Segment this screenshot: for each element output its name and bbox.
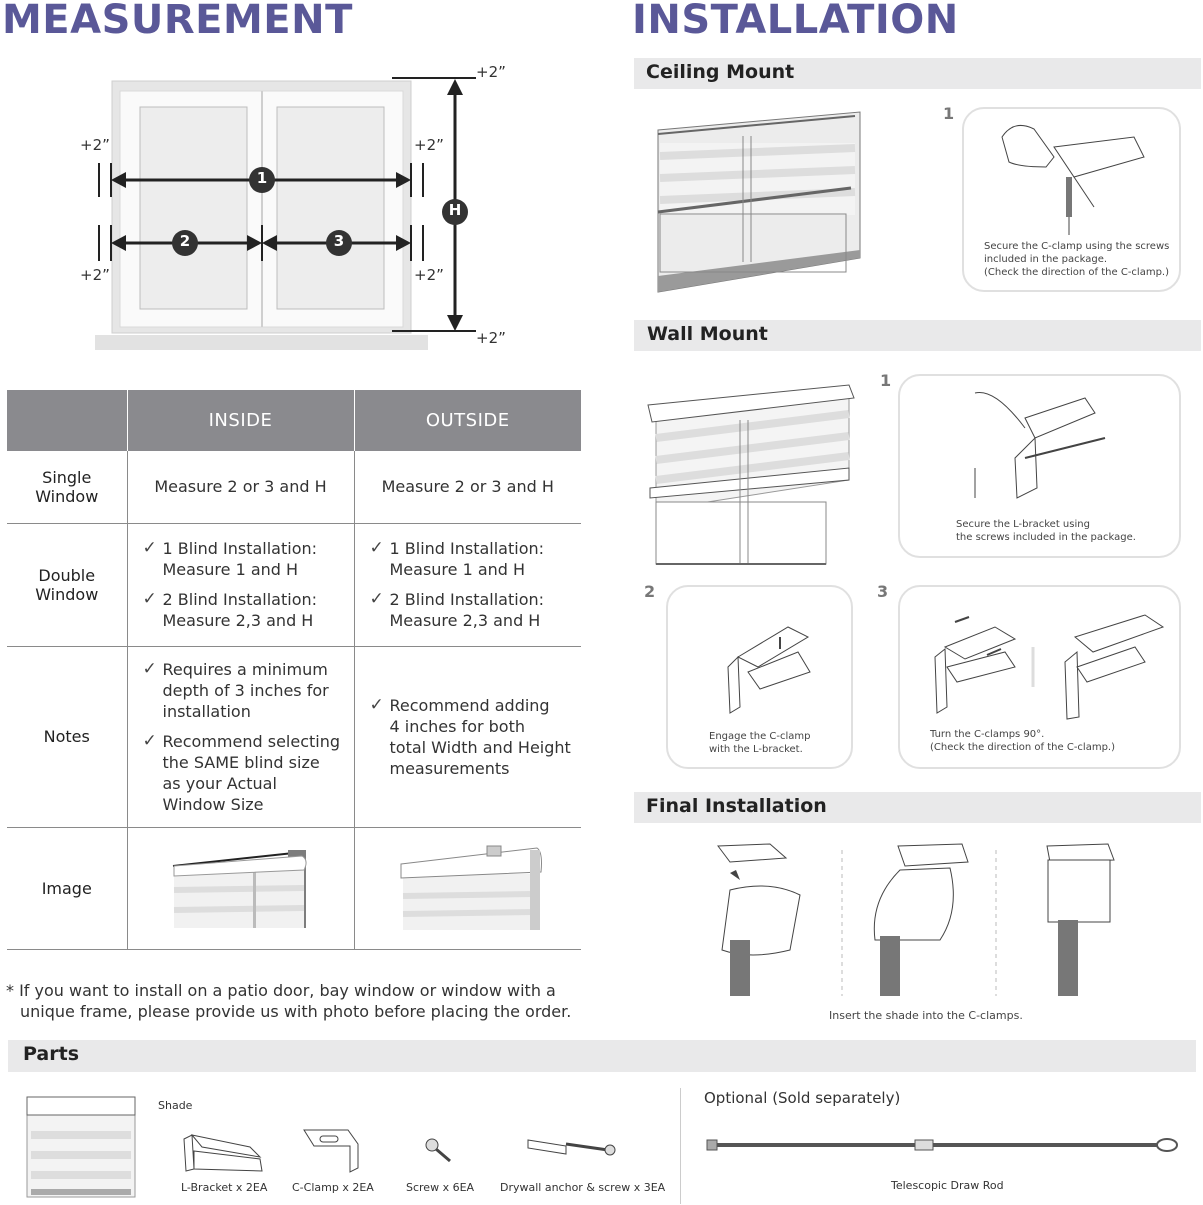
shade-part-image	[25, 1095, 137, 1199]
plus2-right-top-label: +2”	[414, 136, 444, 154]
measurement-table	[7, 390, 581, 950]
engage-clamp-icon	[718, 617, 818, 717]
wall-step1-card	[898, 374, 1181, 558]
row-label-notes: Notes	[7, 646, 127, 827]
cell-text: depth of 3 inches for	[162, 680, 329, 700]
cell-text: measurements	[389, 758, 510, 778]
outside-mount-image	[354, 827, 581, 949]
plus2-top-label: +2”	[476, 63, 506, 81]
outside-mount-illustration	[355, 828, 581, 948]
shade-label: Shade	[158, 1099, 193, 1112]
plus2-bottom-label: +2”	[476, 329, 506, 347]
ceiling-step1-caption	[984, 240, 1169, 279]
l-bracket-label: L-Bracket x 2EA	[181, 1181, 268, 1194]
drywall-anchor-part-image	[526, 1132, 618, 1166]
check-icon: ✓	[369, 538, 384, 558]
row-label-image: Image	[7, 827, 127, 949]
single-inside-cell: Measure 2 or 3 and H	[127, 451, 354, 523]
ceiling-mount-bar: Ceiling Mount	[634, 58, 1201, 89]
row-label-line: Single	[42, 467, 92, 487]
notes-inside-cell	[127, 646, 354, 827]
final-installation-illustration	[700, 840, 1130, 998]
ceiling-mount-illustration	[655, 108, 865, 296]
cell-text: Measure 1 and H	[162, 560, 299, 579]
table-row-single	[7, 451, 581, 523]
c-clamp-label: C-Clamp x 2EA	[292, 1181, 374, 1194]
measurement-title: MEASUREMENT	[2, 0, 353, 43]
wall-step3-card	[898, 585, 1181, 769]
double-outside-cell	[354, 523, 581, 646]
marker-1: 1	[256, 169, 268, 187]
screw-part-image	[424, 1135, 454, 1165]
ceiling-step1-card	[962, 107, 1181, 292]
final-installation-caption: Insert the shade into the C-clamps.	[829, 1009, 1023, 1022]
marker-2: 2	[179, 232, 191, 250]
single-outside-cell: Measure 2 or 3 and H	[354, 451, 581, 523]
table-header-blank	[7, 390, 127, 451]
row-label-line: Window	[35, 584, 99, 604]
plus2-left-bottom-label: +2”	[80, 266, 110, 284]
footnote-line: * If you want to install on a patio door, bay window or window with a	[6, 981, 556, 1000]
c-clamp-hand-icon	[994, 117, 1154, 237]
wall-step2-card	[666, 585, 853, 769]
inside-mount-illustration	[128, 828, 354, 948]
wall-step2-caption	[709, 730, 810, 756]
check-icon: ✓	[369, 694, 384, 715]
caption-line: (Check the direction of the C-clamp.)	[930, 742, 1116, 753]
caption-line: Turn the C-clamps 90°.	[930, 729, 1045, 740]
caption-line: Engage the C-clamp	[709, 731, 811, 742]
final-installation-bar: Final Installation	[634, 792, 1201, 823]
telescopic-rod-image	[705, 1132, 1180, 1158]
plus2-left-top-label: +2”	[80, 136, 110, 154]
check-icon: ✓	[142, 658, 157, 679]
turn-clamps-icon	[925, 607, 1170, 722]
table-row-double	[7, 523, 581, 646]
cell-text: Measure 1 and H	[389, 560, 526, 579]
row-label-double	[7, 523, 127, 646]
caption-line: Secure the C-clamp using the screws	[984, 241, 1170, 252]
row-label-line: Window	[35, 486, 99, 506]
check-icon: ✓	[142, 730, 157, 751]
telescopic-rod-label: Telescopic Draw Rod	[891, 1179, 1004, 1192]
check-icon: ✓	[142, 589, 157, 609]
window-measurement-diagram	[0, 55, 560, 355]
cell-text: Recommend adding	[389, 695, 550, 715]
caption-line: (Check the direction of the C-clamp.)	[984, 267, 1170, 278]
caption-line: Secure the L-bracket using	[956, 519, 1090, 530]
ceiling-step1-number: 1	[943, 104, 955, 123]
cell-text: 2 Blind Installation:	[162, 590, 318, 609]
cell-text: 4 inches for both	[389, 716, 525, 736]
cell-text: installation	[162, 701, 251, 721]
drywall-anchor-label: Drywall anchor & screw x 3EA	[500, 1181, 666, 1194]
l-bracket-drill-icon	[965, 388, 1115, 508]
caption-line: included in the package.	[984, 254, 1108, 265]
row-label-single	[7, 451, 127, 523]
wall-step3-number: 3	[877, 582, 889, 601]
inside-mount-image	[127, 827, 354, 949]
double-inside-cell	[127, 523, 354, 646]
cell-text: Measure 2,3 and H	[162, 611, 314, 630]
plus2-right-bottom-label: +2”	[414, 266, 444, 284]
installation-title: INSTALLATION	[632, 0, 959, 43]
parts-bar: Parts	[8, 1040, 1196, 1072]
screw-label: Screw x 6EA	[406, 1181, 475, 1194]
footnote-line: unique frame, please provide us with photo before placing the order.	[20, 1002, 572, 1021]
c-clamp-part-image	[300, 1124, 362, 1176]
cell-text: 2 Blind Installation:	[389, 590, 545, 609]
caption-line: with the L-bracket.	[709, 744, 803, 755]
cell-text: Requires a minimum	[162, 659, 328, 679]
l-bracket-part-image	[180, 1125, 265, 1175]
footnote	[6, 980, 571, 1022]
caption-line: the screws included in the package.	[956, 532, 1136, 543]
cell-text: 1 Blind Installation:	[162, 539, 318, 558]
table-row-image	[7, 827, 581, 949]
cell-text: as your Actual	[162, 773, 277, 793]
cell-text: Window Size	[162, 794, 264, 814]
table-row-notes	[7, 646, 581, 827]
wall-mount-illustration	[644, 380, 859, 570]
notes-outside-cell	[354, 646, 581, 827]
table-header-inside: INSIDE	[127, 390, 354, 451]
cell-text: 1 Blind Installation:	[389, 539, 545, 558]
marker-3: 3	[333, 232, 345, 250]
wall-step1-number: 1	[880, 371, 892, 390]
optional-title: Optional (Sold separately)	[704, 1089, 901, 1107]
cell-text: Measure 2,3 and H	[389, 611, 541, 630]
cell-text: the SAME blind size	[162, 752, 320, 772]
wall-mount-bar: Wall Mount	[634, 320, 1201, 351]
check-icon: ✓	[142, 538, 157, 558]
cell-text: Recommend selecting	[162, 731, 341, 751]
table-header-outside: OUTSIDE	[354, 390, 581, 451]
wall-step3-caption	[930, 728, 1115, 754]
row-label-line: Double	[38, 565, 96, 585]
wall-step2-number: 2	[644, 582, 656, 601]
parts-divider	[680, 1088, 681, 1204]
check-icon: ✓	[369, 589, 384, 609]
cell-text: total Width and Height	[389, 737, 571, 757]
wall-step1-caption	[956, 518, 1136, 544]
marker-h: H	[448, 201, 462, 219]
